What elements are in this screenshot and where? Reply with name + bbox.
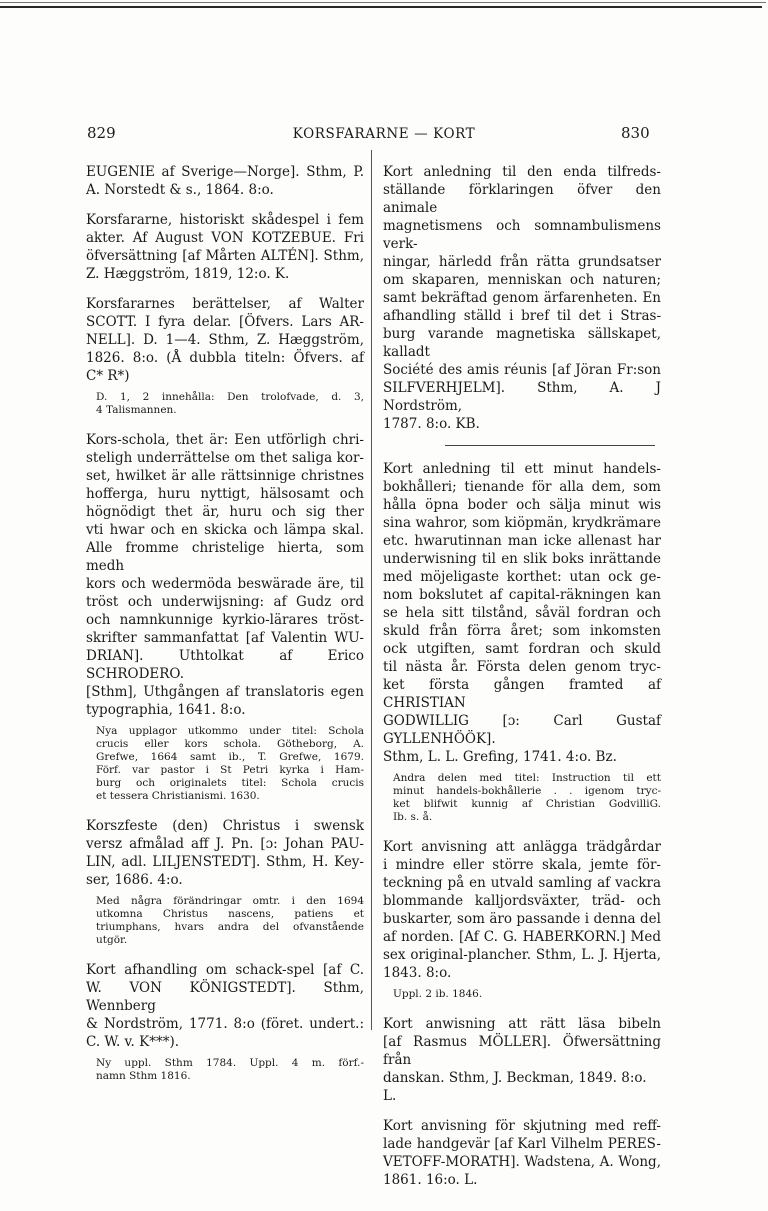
text-line: Andra delen med titel: Instruction til ett xyxy=(393,772,661,784)
text-line: SCOTT. I fyra delar. [Öfvers. Lars AR- xyxy=(86,314,364,330)
text-line: crucis eller kors schola. Götheborg, A. xyxy=(96,738,364,750)
text-line: NELL]. D. 1—4. Sthm, Z. Hæggström, xyxy=(86,332,364,348)
text-line: 1843. 8:o. xyxy=(383,965,452,981)
text-line: skrifter sammanfattat [af Valentin WU- xyxy=(86,630,364,646)
text-line: sina wahror, som kiöpmän, krydkrämare xyxy=(383,515,661,531)
text-line: ket första gången framted af CHRISTIAN xyxy=(383,677,661,711)
top-border xyxy=(0,6,762,8)
bibliographic-note xyxy=(96,1057,364,1083)
text-line: GODWILLIG [ɔ: Carl Gustaf GYLLENHÖÖK]. xyxy=(383,713,661,747)
text-line: Kort anvisning att anlägga trädgårdar xyxy=(383,839,661,855)
text-line: Ny uppl. Sthm 1784. Uppl. 4 m. förf.- xyxy=(96,1057,364,1069)
text-line: Grefwe, 1664 samt ib., T. Grefwe, 1679. xyxy=(96,751,364,763)
text-line: Z. Hæggström, 1819, 12:o. K. xyxy=(86,266,290,282)
bibliographic-entry xyxy=(86,817,364,889)
column-divider xyxy=(371,150,372,1030)
bibliographic-entry xyxy=(86,211,364,283)
text-line: kors och wedermöda beswärade äre, til xyxy=(86,576,364,592)
text-line: Korszfeste (den) Christus i swensk xyxy=(86,818,364,834)
text-line: och namnkunnige kyrkio-lärares tröst- xyxy=(86,612,364,628)
text-line: teckning på en utvald samling af vackra xyxy=(383,875,661,891)
bibliographic-entry xyxy=(383,838,661,982)
bibliographic-note xyxy=(96,391,364,417)
bibliographic-entry xyxy=(383,1117,661,1189)
entry-separator xyxy=(445,445,655,446)
text-line: afhandling ställd i bref til det i Stras- xyxy=(383,308,661,324)
text-line: C* R*) xyxy=(86,368,130,384)
text-line: se hela sitt tilstånd, såväl fordran och xyxy=(383,605,661,621)
text-line: ställande förklaringen öfver den animale xyxy=(383,182,661,216)
text-line: Sthm, L. L. Grefing, 1741. 4:o. Bz. xyxy=(383,749,617,765)
text-line: triumphans, hvars andra del ofvanstående xyxy=(96,921,364,933)
bibliographic-entry xyxy=(383,460,661,766)
text-line: ket blifwit kunnig af Christian GodvilliG. xyxy=(393,798,661,810)
text-line: tröst och underwijsning: af Gudz ord xyxy=(86,594,364,610)
text-line: steligh underrättelse om thet saliga kor- xyxy=(86,450,364,466)
left-column xyxy=(86,163,364,1097)
text-line: 4 Talismannen. xyxy=(96,404,177,416)
text-line: til nästa år. Första delen genom tryc- xyxy=(383,659,661,675)
text-line: 1787. 8:o. KB. xyxy=(383,416,480,432)
text-line: Société des amis réunis [af Jöran Fr:son xyxy=(383,362,661,378)
text-line: LIN, adl. LILJENSTEDT]. Sthm, H. Key- xyxy=(86,854,364,870)
text-line: nom bokslutet af capital-räkningen kan xyxy=(383,587,661,603)
text-line: D. 1, 2 innehålla: Den trolofvade, d. 3, xyxy=(96,391,364,403)
text-line: Kort anledning til den enda tilfreds- xyxy=(383,164,661,180)
text-line: Korsfararnes berättelser, af Walter xyxy=(86,296,364,312)
text-line: af norden. [Af C. G. HABERKORN.] Med xyxy=(383,929,661,945)
text-line: med möjeligaste korthet: utan ock ge- xyxy=(383,569,661,585)
text-line: högnödigt thet är, huru och sig ther xyxy=(86,504,364,520)
right-column xyxy=(383,163,661,1201)
text-line: 1826. 8:o. (Å dubbla titeln: Öfvers. af xyxy=(86,350,364,366)
text-line: et tessera Christianismi. 1630. xyxy=(96,790,260,802)
text-line: VETOFF-MORATH]. Wadstena, A. Wong, xyxy=(383,1154,661,1170)
text-line: Kort anledning til ett minut handels- xyxy=(383,461,661,477)
bibliographic-note xyxy=(393,772,661,824)
text-line: set, hwilket är alle rättsinnige christnes xyxy=(86,468,364,484)
bibliographic-entry xyxy=(86,431,364,719)
text-line: Alle fromme christelige hierta, som medh xyxy=(86,540,364,574)
text-line: C. W. v. K***). xyxy=(86,1034,180,1050)
text-line: SILFVERHJELM]. Sthm, A. J Nordström, xyxy=(383,380,661,414)
text-line: ningar, härledd från rätta grundsatser xyxy=(383,254,661,270)
text-line: typographia, 1641. 8:o. xyxy=(86,702,246,718)
bibliographic-note xyxy=(393,988,661,1001)
text-line: Nya upplagor utkommo under titel: Schola xyxy=(96,725,364,737)
text-line: W. VON KÖNIGSTEDT]. Sthm, Wennberg xyxy=(86,980,364,1014)
text-line: DRIAN]. Uthtolkat af Erico SCHRODERO. xyxy=(86,648,364,682)
bibliographic-entry xyxy=(86,163,364,199)
text-line: blommande kalljordsväxter, träd- och xyxy=(383,893,661,909)
text-line: Kort anvisning för skjutning med reff- xyxy=(383,1118,661,1134)
text-line: etc. hwarutinnan man icke allenast har xyxy=(383,533,661,549)
text-line: [af Rasmus MÖLLER]. Öfwersättning från xyxy=(383,1034,661,1068)
text-line: Förf. var pastor i St Petri kyrka i Ham- xyxy=(96,764,364,776)
text-line: versz afmålad aff J. Pn. [ɔ: Johan PAU- xyxy=(86,836,364,852)
text-line: Korsfararne, historiskt skådespel i fem xyxy=(86,212,364,228)
text-line: EUGENIE af Sverige—Norge]. Sthm, P. xyxy=(86,164,364,180)
text-line: bokhålleri; tienande för alla dem, som xyxy=(383,479,661,495)
bibliographic-entry xyxy=(86,295,364,385)
text-line: namn Sthm 1816. xyxy=(96,1070,191,1082)
text-line: om skaparen, menniskan och naturen; xyxy=(383,272,661,288)
text-line: Kors-schola, thet är: Een utförligh chri- xyxy=(86,432,364,448)
text-line: skuld från förra året; som inkomsten xyxy=(383,623,661,639)
text-line: underwisning til en slik boks inrättande xyxy=(383,551,661,567)
text-line: buskarter, som äro passande i denna del xyxy=(383,911,661,927)
text-line: A. Norstedt & s., 1864. 8:o. xyxy=(86,182,274,198)
text-line: i mindre eller större skala, jemte för- xyxy=(383,857,661,873)
page-number-left: 829 xyxy=(87,124,116,142)
text-line: hålla öpna boder och sälja minut wis xyxy=(383,497,661,513)
text-line: [Sthm], Uthgången af translatoris egen xyxy=(86,684,364,700)
bibliographic-note xyxy=(96,895,364,947)
text-line: & Nordström, 1771. 8:o (föret. undert.: xyxy=(86,1016,364,1032)
running-title: KORSFARARNE — KORT xyxy=(292,126,476,142)
text-line: ock utgiften, samt fordran och skuld xyxy=(383,641,661,657)
text-line: vti hwar och en skicka och lämpa skal. xyxy=(86,522,364,538)
top-border-thin xyxy=(0,2,766,3)
text-line: Ib. s. å. xyxy=(393,811,433,823)
text-line: akter. Af August VON KOTZEBUE. Fri xyxy=(86,230,364,246)
text-line: danskan. Sthm, J. Beckman, 1849. 8:o. L. xyxy=(383,1070,647,1104)
text-line: Med några förändringar omtr. i den 1694 xyxy=(96,895,364,907)
text-line: burg varande magnetiska sällskapet, kalladt xyxy=(383,326,661,360)
text-line: lade handgevär [af Karl Vilhelm PERES- xyxy=(383,1136,661,1152)
page-number-right: 830 xyxy=(621,124,650,142)
text-line: minut handels-bokhållerie . . igenom tryc- xyxy=(393,785,661,797)
text-line: utgör. xyxy=(96,934,128,946)
text-line: Kort afhandling om schack-spel [af C. xyxy=(86,962,364,978)
text-line: ser, 1686. 4:o. xyxy=(86,872,183,888)
text-line: magnetismens och somnambulismens verk- xyxy=(383,218,661,252)
text-line: öfversättning [af Mårten ALTÉN]. Sthm, xyxy=(86,248,364,264)
text-line: Uppl. 2 ib. 1846. xyxy=(393,988,483,1000)
bibliographic-entry xyxy=(383,163,661,433)
text-line: utkomna Christus nascens, patiens et xyxy=(96,908,364,920)
text-line: burg och originalets titel: Schola crucis xyxy=(96,777,364,789)
text-line: 1861. 16:o. L. xyxy=(383,1172,478,1188)
bibliographic-note xyxy=(96,725,364,803)
bibliographic-entry xyxy=(383,1015,661,1105)
text-line: sex original-plancher. Sthm, L. J. Hjerta, xyxy=(383,947,661,963)
bibliographic-entry xyxy=(86,961,364,1051)
text-line: samt bekräftad genom ärfarenheten. En xyxy=(383,290,661,306)
text-line: hofferga, huru nyttigt, hälsosamt och xyxy=(86,486,364,502)
text-line: Kort anwisning att rätt läsa bibeln xyxy=(383,1016,661,1032)
